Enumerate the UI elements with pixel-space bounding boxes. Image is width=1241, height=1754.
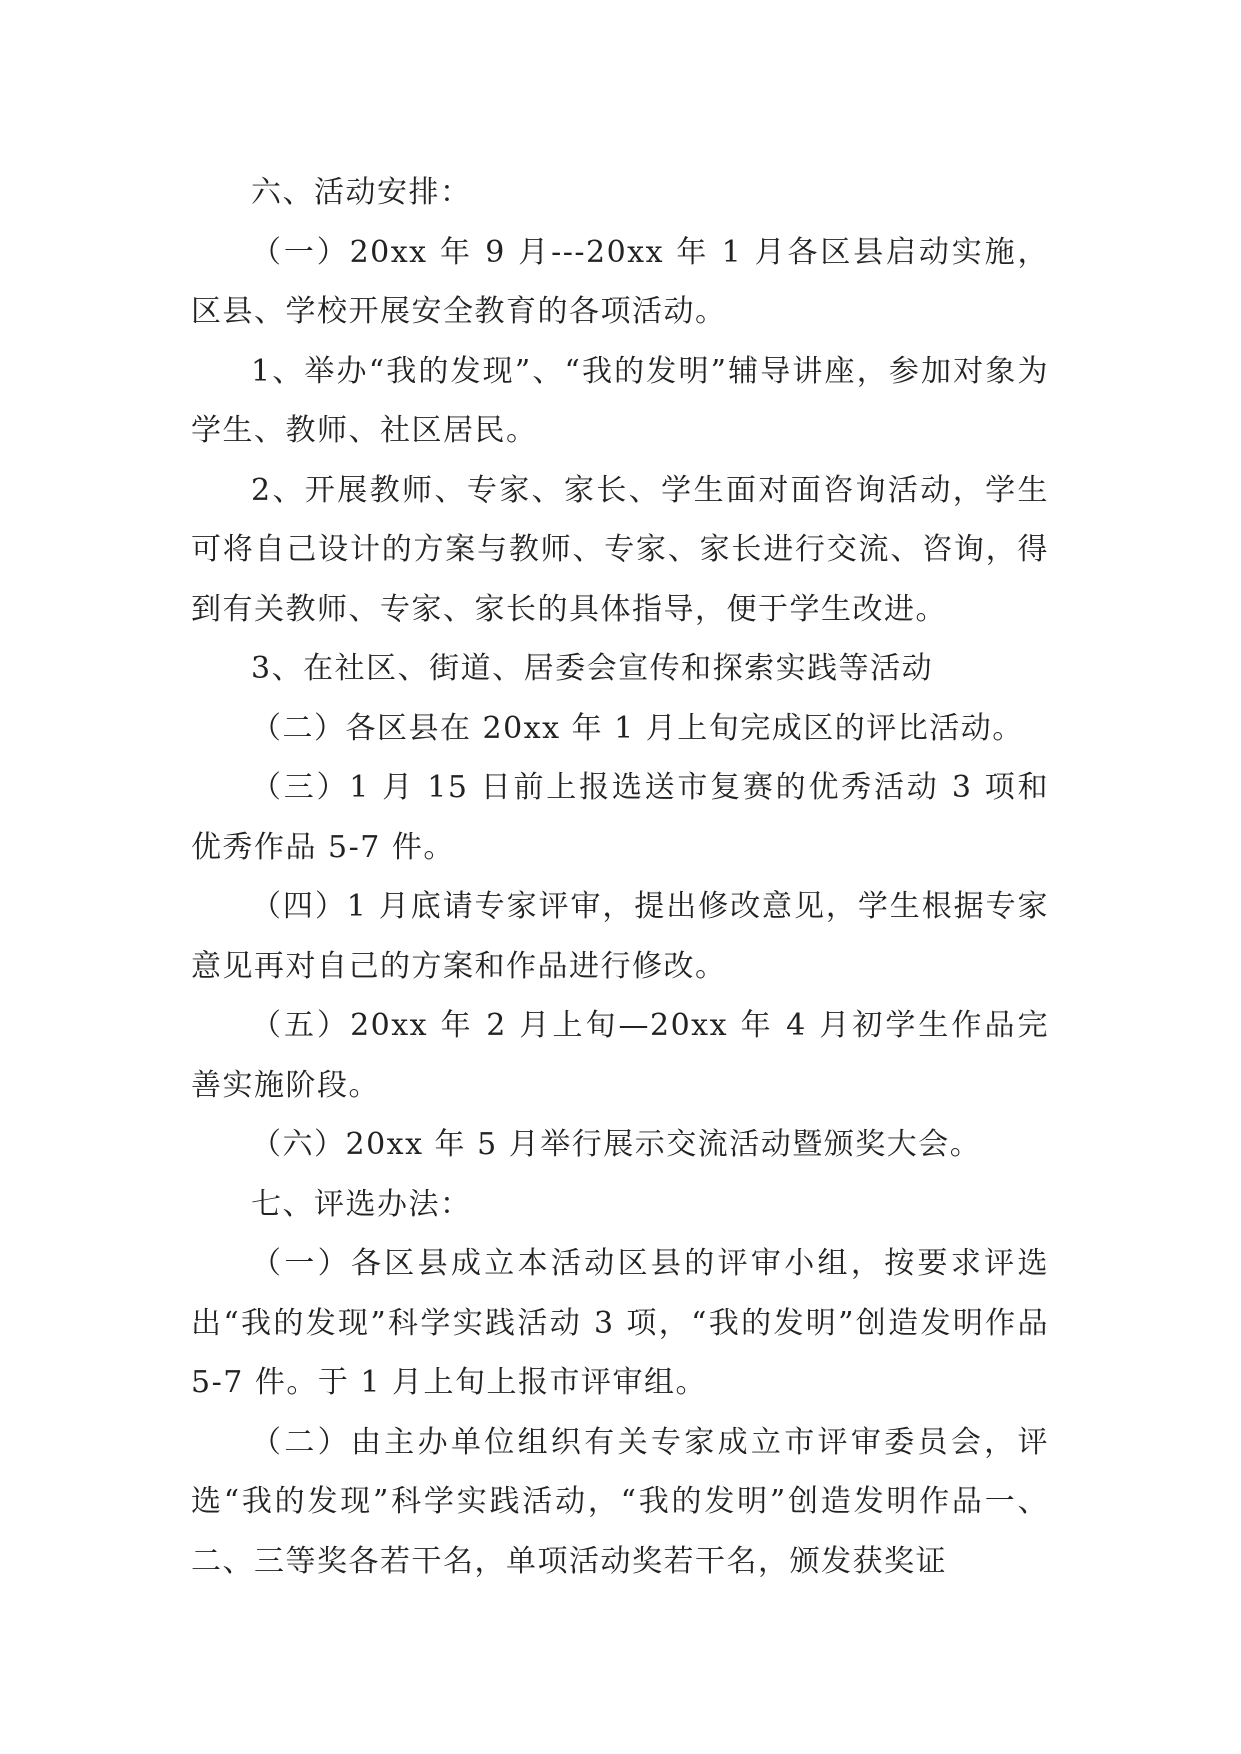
paragraph-item-1: 1、举办“我的发现”、“我的发明”辅导讲座，参加对象为学生、教师、社区居民。 — [191, 353, 1049, 448]
paragraph-schedule-2: （二）各区县在 20xx 年 1 月上旬完成区的评比活动。 — [251, 710, 1024, 746]
paragraph-evaluation-2: （二）由主办单位组织有关专家成立市评审委员会，评选“我的发现”科学实践活动，“我的发明”创造发明作品一、二、三等奖各若干名，单项活动奖若干名，颁发获奖证 — [191, 1424, 1049, 1579]
paragraph-schedule-1: （一）20xx 年 9 月---20xx 年 1 月各区县启动实施，区县、学校开展安全教育的各项活动。 — [191, 234, 1049, 329]
paragraph-schedule-5: （五）20xx 年 2 月上旬—20xx 年 4 月初学生作品完善实施阶段。 — [191, 1008, 1049, 1103]
paragraph-item-2: 2、开展教师、专家、家长、学生面对面咨询活动，学生可将自己设计的方案与教师、专家、家长进行交流、咨询，得到有关教师、专家、家长的具体指导，便于学生改进。 — [191, 472, 1049, 627]
paragraph-schedule-6: （六）20xx 年 5 月举行展示交流活动暨颁奖大会。 — [251, 1127, 982, 1162]
document-body — [191, 163, 1049, 1591]
section-heading-activity-schedule: 六、活动安排： — [251, 175, 472, 210]
paragraph-schedule-4: （四）1 月底请专家评审，提出修改意见，学生根据专家意见再对自己的方案和作品进行修改。 — [191, 889, 1049, 984]
paragraph-evaluation-1: （一）各区县成立本活动区县的评审小组，按要求评选出“我的发现”科学实践活动 3 项，“我的发明”创造发明作品 5-7 件。于 1 月上旬上报市评审组。 — [191, 1246, 1049, 1400]
section-heading-evaluation-method: 七、评选办法： — [251, 1186, 472, 1222]
paragraph-schedule-3: （三）1 月 15 日前上报选送市复赛的优秀活动 3 项和优秀作品 5-7 件。 — [191, 770, 1049, 865]
paragraph-item-3: 3、在社区、街道、居委会宣传和探索实践等活动 — [251, 651, 934, 686]
